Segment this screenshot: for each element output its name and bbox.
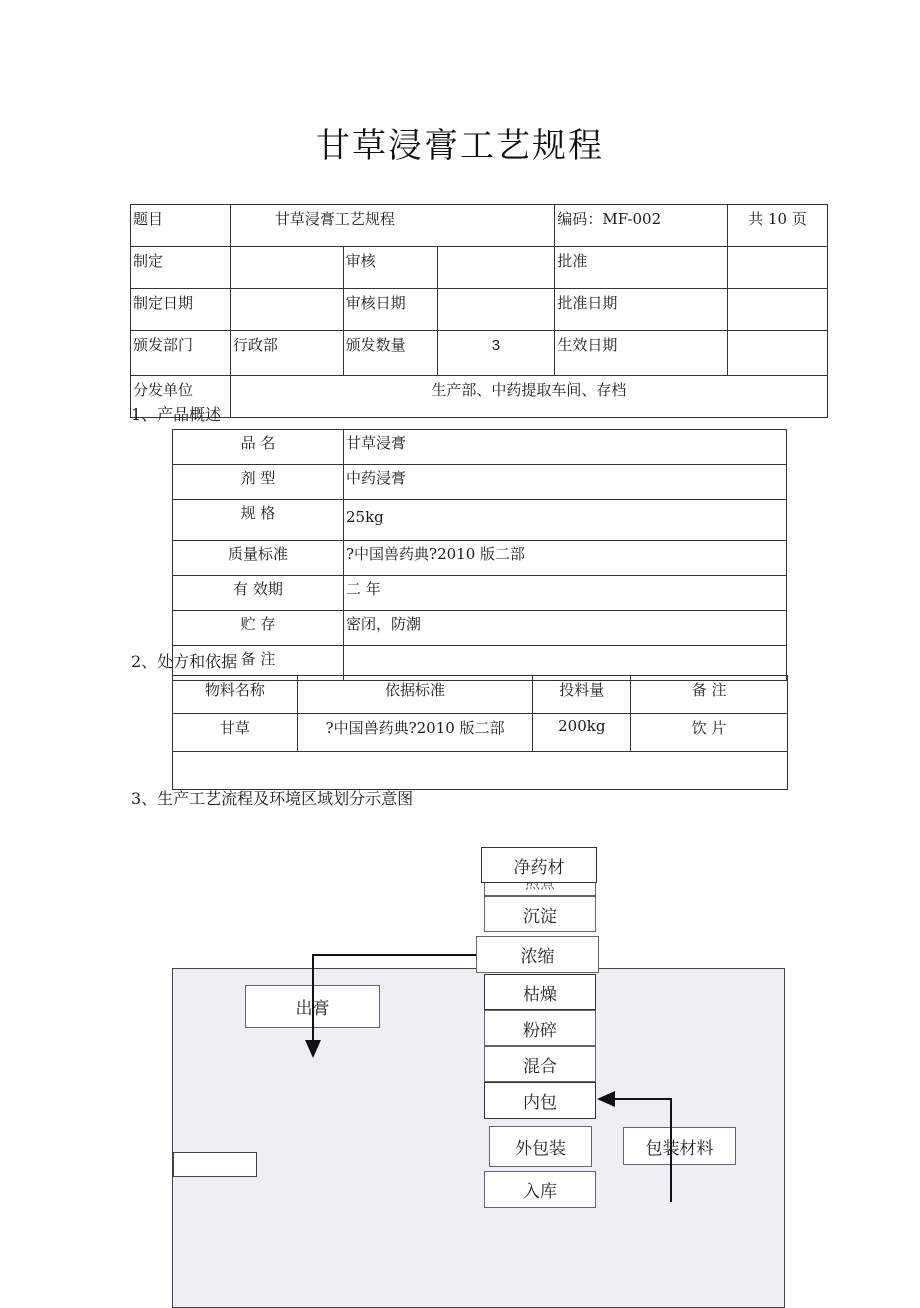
table-row: 贮 存 密闭，防潮 [173,611,787,646]
effective-date-label: 生效日期 [555,331,728,376]
table-row: 有 效期 二 年 [173,576,787,611]
step-settle: 沉淀 [484,896,596,932]
table-header-row: 物料名称 依据标准 投料量 备 注 [173,676,788,714]
page-count: 共 10 页 [728,205,828,247]
table-row: 质量标准 ?中国兽药典?2010 版二部 [173,541,787,576]
step-inner-pack: 内包 [484,1082,596,1119]
arrow-packmaterial-to-inner-pack [599,1099,671,1202]
arrow-concentrate-to-paste [313,955,476,1056]
distribution-value: 生产部、中药提取车间、存档 [230,376,827,418]
distribution-label: 分发单位 [131,376,231,418]
step-storage: 入库 [484,1171,596,1208]
step-paste-out: 出膏 [245,985,380,1028]
table-row: 规 格 25kg [173,500,787,541]
reviewed-label: 审核 [343,247,437,289]
approved-date-label: 批准日期 [555,289,728,331]
issuing-dept-value: 行政部 [230,331,343,376]
subject-value: 甘草浸膏工艺规程 [230,205,555,247]
issuing-dept-label: 颁发部门 [131,331,231,376]
step-crush: 粉碎 [484,1010,596,1046]
approved-label: 批准 [555,247,728,289]
step-packaging-material: 包装材料 [623,1127,736,1165]
issue-count-value: 3 [437,331,555,376]
table-row: 品 名 甘草浸膏 [173,430,787,465]
reviewed-date-label: 审核日期 [343,289,437,331]
section-2-heading: 2、处方和依据 [131,652,238,671]
table-row: 甘草 ?中国兽药典?2010 版二部 200kg 饮 片 [173,714,788,752]
drafted-label: 制定 [131,247,231,289]
step-mix: 混合 [484,1046,596,1082]
table-row: 剂 型 中药浸膏 [173,465,787,500]
document-code: 编码：MF-002 [555,205,728,247]
page-title: 甘草浸膏工艺规程 [316,126,604,166]
subject-label: 题目 [131,205,231,247]
section-1-heading: 1、产品概述 [131,405,222,424]
drafted-date-label: 制定日期 [131,289,231,331]
table-row: 备 注 [173,646,787,681]
step-outer-pack: 外包装 [489,1126,592,1167]
step-raw-material: 净药材 [481,847,597,883]
step-concentrate: 浓缩 [476,936,599,973]
section-3-heading: 3、生产工艺流程及环境区域划分示意图 [131,789,414,808]
issue-count-label: 颁发数量 [343,331,437,376]
step-dry: 枯燥 [484,974,596,1010]
